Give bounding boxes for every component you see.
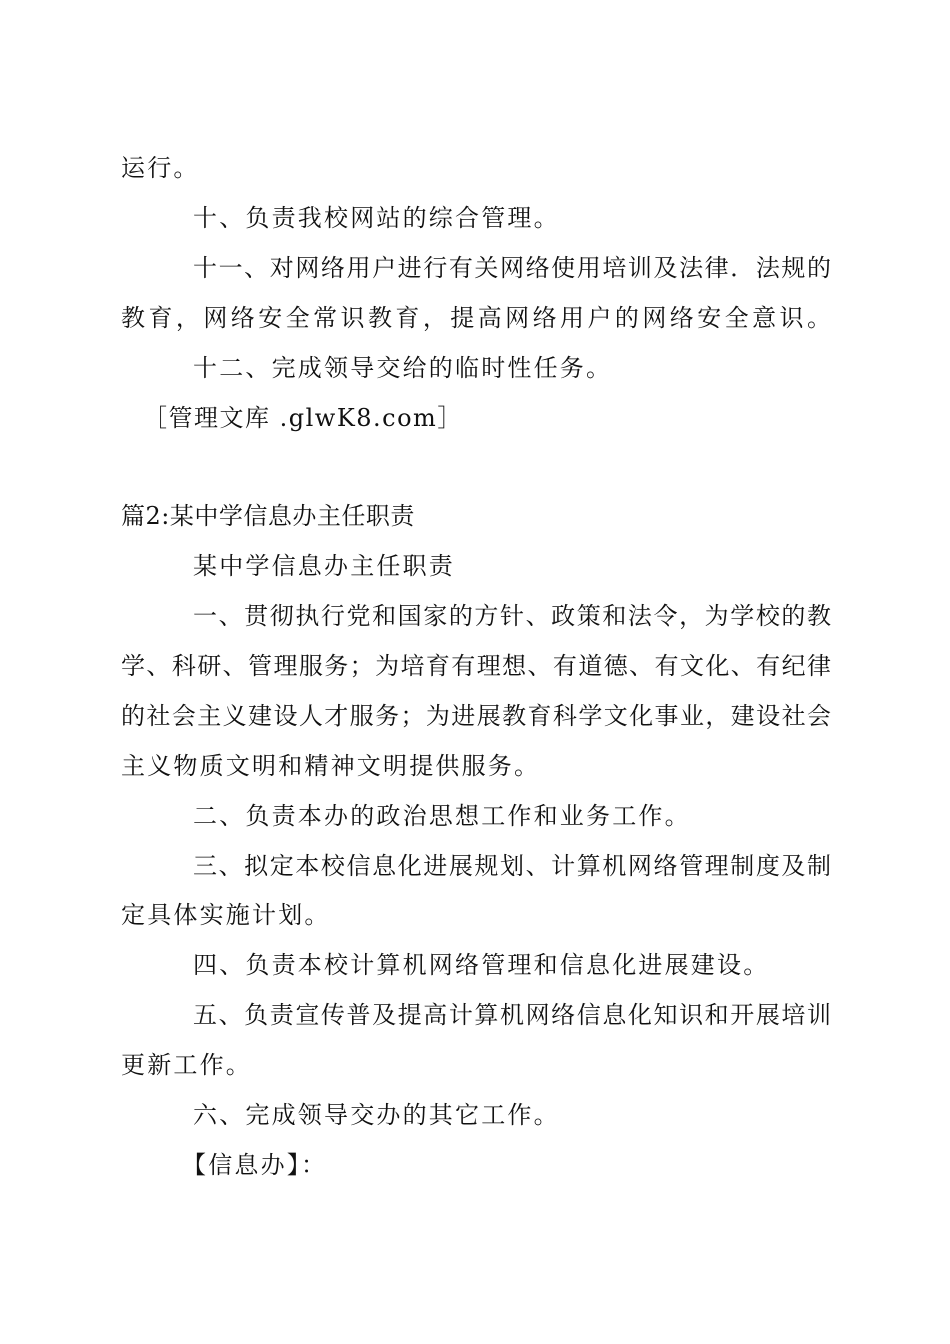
text-line: 四、负责本校计算机网络管理和信息化进展建设。 — [193, 951, 770, 979]
text-line: 六、完成领导交办的其它工作。 — [193, 1101, 560, 1129]
text-line: 五、负责宣传普及提高计算机网络信息化知识和开展培训 — [193, 1001, 831, 1029]
text-line: 一、贯彻执行党和国家的方针、政策和法令，为学校的教 — [193, 602, 831, 630]
text-line: 学、科研、管理服务；为培育有理想、有道德、有文化、有纪律 — [121, 652, 831, 680]
source-note: ［管理文库 .glwK8.com］ — [143, 404, 463, 432]
text-line: 十二、完成领导交给的临时性任务。 — [193, 354, 613, 382]
text-line: 运行。 — [121, 154, 200, 182]
text-line: 教育，网络安全常识教育，提高网络用户的网络安全意识。 — [121, 304, 831, 332]
section-title: 某中学信息办主任职责 — [193, 552, 455, 580]
text-line: 的社会主义建设人才服务；为进展教育科学文化事业，建设社会 — [121, 702, 831, 730]
section-heading: 篇2:某中学信息办主任职责 — [121, 502, 415, 530]
text-line: 三、拟定本校信息化进展规划、计算机网络管理制度及制 — [193, 852, 831, 880]
text-line: 十、负责我校网站的综合管理。 — [193, 204, 560, 232]
text-line: 十一、对网络用户进行有关网络使用培训及法律．法规的 — [193, 254, 831, 282]
text-line: 主义物质文明和精神文明提供服务。 — [121, 752, 541, 780]
text-line: 定具体实施计划。 — [121, 901, 331, 929]
text-line: 更新工作。 — [121, 1051, 252, 1079]
text-line: 【信息办】： — [182, 1151, 328, 1179]
text-line: 二、负责本办的政治思想工作和业务工作。 — [193, 802, 691, 830]
